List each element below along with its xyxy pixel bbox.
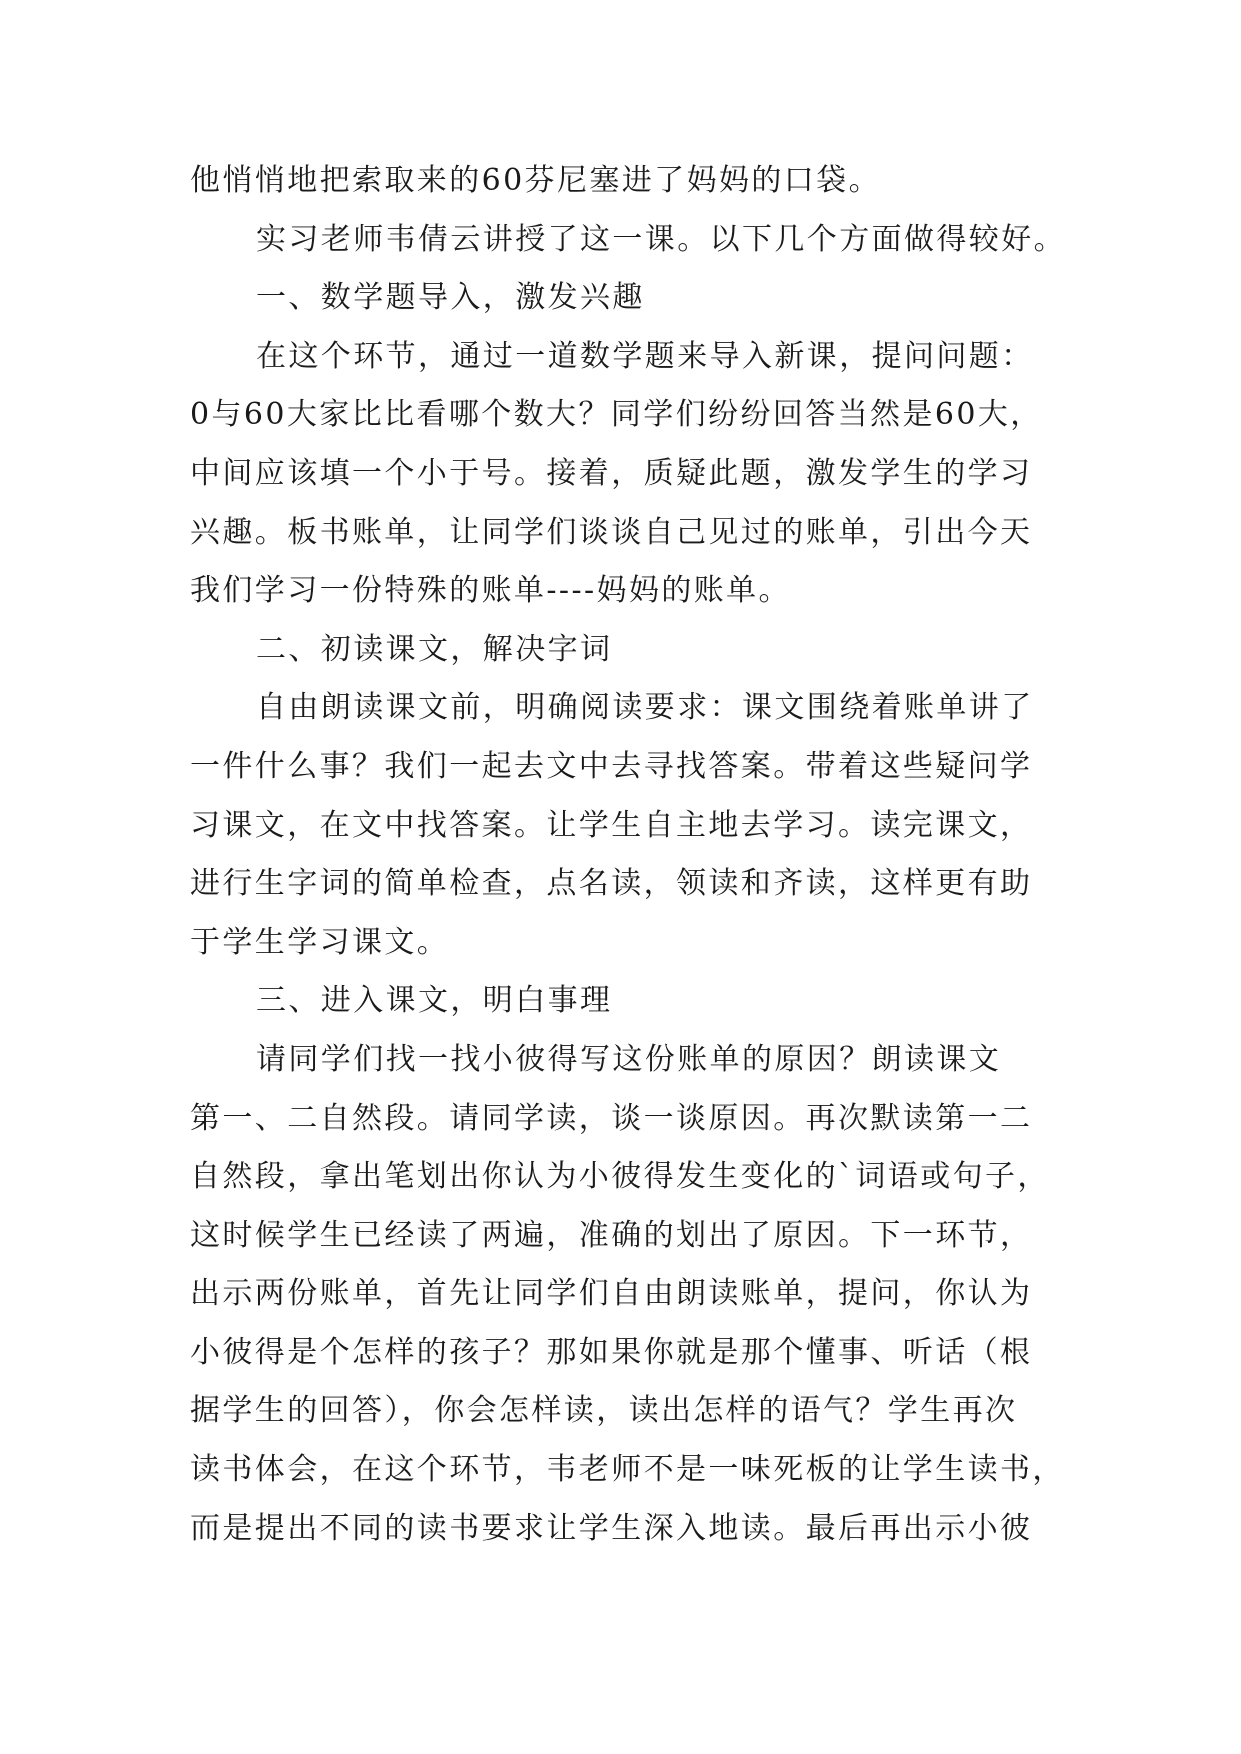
text-line: 于学生学习课文。 bbox=[190, 924, 450, 960]
text-line: 中间应该填一个小于号。接着，质疑此题，激发学生的学习 bbox=[190, 455, 1033, 491]
text-line: 自然段，拿出笔划出你认为小彼得发生变化的`词语或句子， bbox=[190, 1159, 1050, 1195]
text-line: 而是提出不同的读书要求让学生深入地读。最后再出示小彼 bbox=[190, 1510, 1033, 1546]
text-line: 请同学们找一找小彼得写这份账单的原因？朗读课文 bbox=[256, 1041, 1002, 1077]
text-line: 我们学习一份特殊的账单----妈妈的账单。 bbox=[190, 573, 791, 609]
paragraph-intro: 实习老师韦倩云讲授了这一课。以下几个方面做得较好。 bbox=[256, 221, 1066, 257]
text-line: 据学生的回答），你会怎样读，读出怎样的语气？学生再次 bbox=[190, 1393, 1018, 1429]
section-heading-3: 三、进入课文，明白事理 bbox=[256, 983, 613, 1019]
text-line: 他悄悄地把索取来的60芬尼塞进了妈妈的口袋。 bbox=[190, 163, 881, 198]
section-heading-2: 二、初读课文，解决字词 bbox=[256, 631, 613, 667]
text-line: 出示两份账单，首先让同学们自由朗读账单，提问，你认为 bbox=[190, 1276, 1033, 1312]
text-line: 0与60大家比比看哪个数大？同学们纷纷回答当然是60大， bbox=[190, 397, 1043, 433]
section-heading-1: 一、数学题导入，激发兴趣 bbox=[256, 280, 645, 316]
text-line: 在这个环节，通过一道数学题来导入新课，提问问题： bbox=[256, 338, 1034, 374]
body-text bbox=[190, 152, 1080, 1558]
text-line: 习课文，在文中找答案。让学生自主地去学习。读完课文， bbox=[190, 807, 1033, 843]
text-line: 第一、二自然段。请同学读，谈一谈原因。再次默读第一二 bbox=[190, 1100, 1033, 1136]
text-line: 自由朗读课文前，明确阅读要求：课文围绕着账单讲了 bbox=[256, 690, 1034, 726]
text-line: 进行生字词的简单检查，点名读，领读和齐读，这样更有助 bbox=[190, 866, 1033, 902]
text-line: 这时候学生已经读了两遍，准确的划出了原因。下一环节， bbox=[190, 1217, 1033, 1253]
text-line: 读书体会，在这个环节，韦老师不是一味死板的让学生读书， bbox=[190, 1452, 1065, 1488]
text-line: 一件什么事？我们一起去文中去寻找答案。带着这些疑问学 bbox=[190, 748, 1033, 784]
text-line: 小彼得是个怎样的孩子？那如果你就是那个懂事、听话（根 bbox=[190, 1334, 1033, 1370]
text-line: 兴趣。板书账单，让同学们谈谈自己见过的账单，引出今天 bbox=[190, 514, 1033, 550]
